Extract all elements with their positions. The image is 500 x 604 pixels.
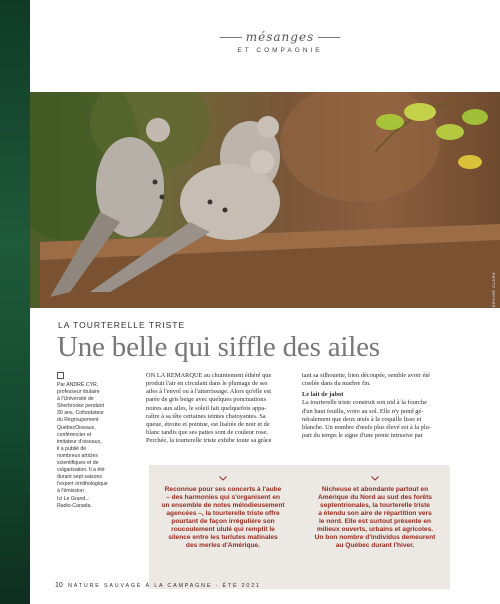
section-subtitle: ET COMPAGNIE xyxy=(237,47,323,54)
body-line: ailes à l'envol ou à l'atterrissage. Alors qu'elle est xyxy=(146,388,272,396)
body-line: ciselée dans du marbre fin. xyxy=(302,380,371,388)
doves-photo xyxy=(30,92,500,308)
bio-line: scientifiques et de xyxy=(57,460,99,467)
body-line: d'un haut feuillu, voire au sol. Elle n'y pond gé- xyxy=(302,407,424,415)
bio-line: vulgarisation. Il a été xyxy=(57,467,105,474)
quote-line: pourtant de façon irrégulière son xyxy=(171,518,275,526)
bio-line: durant sept saisons xyxy=(57,474,102,481)
bio-line: à l'Université de xyxy=(57,396,94,403)
quote-line: roucoulement ululé qui remplit le xyxy=(171,526,275,534)
bio-line: il a publié de xyxy=(57,445,87,452)
body-line: La tourterelle triste construit son nid à la fourche xyxy=(302,399,427,407)
body-subhead: Le lait de jabot xyxy=(302,391,344,399)
author-bio xyxy=(57,372,129,510)
body-line: ON LA REMARQUE au chuintement éthéré que xyxy=(146,372,272,379)
quote-line: un ensemble de notes mélodieusement xyxy=(161,502,285,510)
quote-line: – des harmonies qui s'organisent en xyxy=(165,494,281,502)
body-line: néralement que deux œufs à la coquille lisse et xyxy=(302,415,422,423)
chevron-down-icon xyxy=(371,476,379,481)
bio-line: QuébecOiseaux, xyxy=(57,424,96,431)
quote-line: milieux ouverts, urbains et agricoles. xyxy=(316,526,434,534)
quote-line: des merles d'Amérique. xyxy=(185,542,261,550)
quote-line: au Québec durant l'hiver. xyxy=(335,542,415,550)
quote-line: a étendu son aire de répartition vers xyxy=(318,510,432,518)
body-line: produit l'air en circulant dans le plumage de ses xyxy=(146,380,268,388)
bio-line: conférencier et xyxy=(57,431,92,438)
magazine-name: NATURE SAUVAGE À LA CAMPAGNE · ÉTÉ 2021 xyxy=(68,583,261,589)
section-script-title: mésanges xyxy=(150,30,410,44)
bio-line: Sherbrooke pendant xyxy=(57,403,105,410)
quote-line: le nord. Elle est surtout présente en xyxy=(318,518,432,526)
section-header xyxy=(150,30,410,54)
chevron-down-icon xyxy=(219,476,227,481)
quote-line: Nicheuse et abondante partout en xyxy=(321,486,429,493)
page-footer xyxy=(55,582,261,589)
bio-square-icon xyxy=(57,372,64,379)
bio-line: Ici Le Grand... xyxy=(57,495,90,502)
quote-line: silence entre les turlutes matinales xyxy=(168,534,278,542)
body-line: tant sa silhouette, bien découpée, semble avoir été xyxy=(302,372,430,379)
quote-line: agencées –, la tourterelle triste offre xyxy=(166,510,280,518)
body-line: Perchée, la tourterelle triste exhibe toute sa grâce xyxy=(146,437,272,445)
body-line: part du temps le signe d'une ponte intrusive par xyxy=(302,432,423,440)
pull-quote-left xyxy=(152,486,294,550)
bio-line: professeur titulaire xyxy=(57,389,100,396)
bio-line: 30 ans. Cofondateur xyxy=(57,410,105,417)
article-kicker: LA TOURTERELLE TRISTE xyxy=(58,320,186,330)
body-line: raître à sa tête certaines teintes chatoyantes. Sa xyxy=(146,412,266,420)
bio-line: Par ANDRÉ CYR, xyxy=(57,382,99,388)
body-line: blanc tandis que ses pattes sont de couleur rose. xyxy=(146,429,268,437)
body-line: noires aux ailes, le soleil fait quelquefois appa- xyxy=(146,404,267,412)
quote-line: Un bon nombre d'individus demeurent xyxy=(314,534,436,542)
bio-line: du Regroupement xyxy=(57,417,99,424)
photo-credit: DENISE CLARK xyxy=(491,272,496,308)
doves-illustration xyxy=(30,92,500,308)
bio-line: Radio-Canada. xyxy=(57,502,92,509)
bio-line: à l'émission xyxy=(57,488,84,495)
body-line: queue, étroite et pointue, est lisérée de noir et de xyxy=(146,420,270,428)
page-edge-strip xyxy=(0,0,30,604)
pull-quote-right xyxy=(304,486,446,550)
body-line: blanche. Un nombre d'œufs plus élevé est à la plu- xyxy=(302,423,431,431)
page-number: 10 xyxy=(55,582,63,589)
body-column-2 xyxy=(302,372,444,440)
bio-line: l'expert ornithologique xyxy=(57,481,108,488)
quote-line: Amérique du Nord au sud des forêts xyxy=(318,494,432,502)
quote-line: Reconnue pour ses concerts à l'aube xyxy=(164,486,282,493)
body-column-1 xyxy=(146,372,288,445)
article-title: Une belle qui siffle des ailes xyxy=(57,331,380,363)
bio-line: imitateur d'oiseaux, xyxy=(57,438,102,445)
body-line: parée de gris beige avec quelques ponctuations xyxy=(146,396,266,404)
bio-line: nombreux articles xyxy=(57,452,98,459)
quote-line: septentrionales, la tourterelle triste xyxy=(320,502,430,510)
